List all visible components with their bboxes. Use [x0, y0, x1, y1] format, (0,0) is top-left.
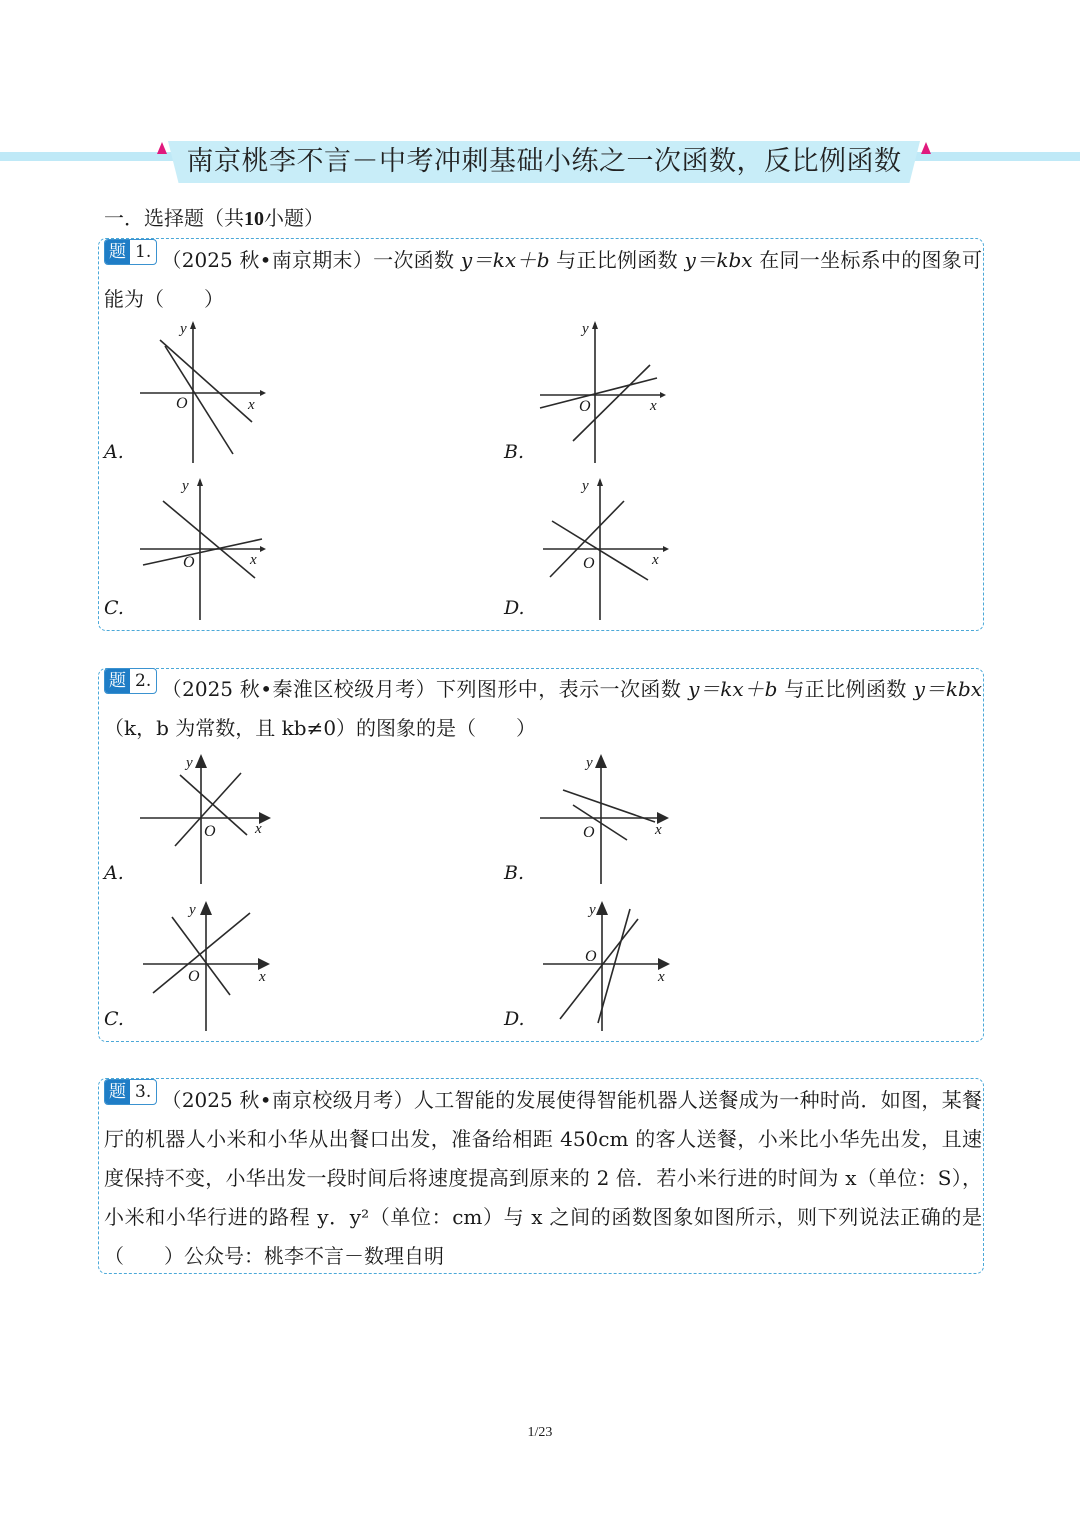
q1-graph-b[interactable] [535, 318, 675, 468]
y-axis-label: y [589, 902, 596, 918]
x-axis-label: x [650, 398, 657, 414]
origin-label: O [583, 555, 595, 572]
q2-graph-d[interactable] [538, 897, 683, 1037]
y-axis-label: y [582, 478, 589, 494]
origin-label: O [188, 968, 200, 985]
origin-label: O [204, 823, 216, 840]
x-axis-label: x [658, 969, 665, 985]
y-axis-label: y [186, 755, 193, 771]
option-c-label[interactable]: C. [104, 597, 124, 619]
y-axis-label: y [182, 478, 189, 494]
q2-graph-c[interactable] [138, 897, 283, 1037]
banner-marker-right [921, 142, 931, 154]
q1-graph-a[interactable] [135, 318, 275, 468]
y-axis-label: y [180, 321, 187, 337]
origin-label: O [585, 948, 597, 965]
document-title: 南京桃李不言－中考冲刺基础小练之一次函数，反比例函数 [186, 146, 902, 177]
question-2-text: 题 2. （2025 秋•秦淮区校级月考）下列图形中，表示一次函数 y＝kx＋b 与正比例函数 y＝kbx（k，b 为常数，且 kb≠0）的图象的是（ ） [104, 668, 982, 748]
origin-label: O [579, 398, 591, 415]
option-a-label[interactable]: A. [104, 862, 124, 884]
y-axis-label: y [582, 321, 589, 337]
question-badge: 题 2. [104, 668, 157, 694]
q2-graph-a[interactable] [135, 750, 280, 890]
origin-label: O [583, 824, 595, 841]
question-1-text: 题 1. （2025 秋•南京期末）一次函数 y＝kx＋b 与正比例函数 y＝kbx 在同一坐标系中的图象可能为（ ） [104, 239, 982, 319]
option-d-label[interactable]: D. [504, 597, 525, 619]
y-axis-label: y [189, 902, 196, 918]
section-heading: 一．选择题（共10小题） [104, 206, 324, 230]
q1-graph-c[interactable] [135, 475, 275, 625]
x-axis-label: x [259, 969, 266, 985]
x-axis-label: x [655, 822, 662, 838]
banner-marker-left [157, 142, 167, 154]
option-a-label[interactable]: A. [104, 441, 124, 463]
x-axis-label: x [248, 397, 255, 413]
question-3-text: 题 3. （2025 秋•南京校级月考）人工智能的发展使得智能机器人送餐成为一种时尚．如图，某餐厅的机器人小米和小华从出餐口出发，准备给相距 450cm 的客人送餐，小米比小华先出发，且速度保持不变，小华出发一段时间后将速度提高到原来的 2 倍．若小米行进的时间为 x（单位：S），小米和小华行进的路程 y．y²（单位：cm）与 x 之间的函数图象如图所示，则下列说法正确的是（ ）公众号：桃李不言－数理自明 [104, 1079, 982, 1276]
option-d-label[interactable]: D. [504, 1008, 525, 1030]
x-axis-label: x [250, 552, 257, 568]
question-badge: 题 1. [104, 239, 157, 265]
page-number: 1/23 [527, 1425, 553, 1440]
question-badge: 题 3. [104, 1079, 157, 1105]
q1-graph-d[interactable] [538, 475, 678, 625]
origin-label: O [176, 395, 188, 412]
x-axis-label: x [255, 821, 262, 837]
option-b-label[interactable]: B. [504, 441, 525, 463]
origin-label: O [183, 554, 195, 571]
option-b-label[interactable]: B. [504, 862, 525, 884]
option-c-label[interactable]: C. [104, 1008, 124, 1030]
q2-graph-b[interactable] [535, 750, 680, 890]
y-axis-label: y [586, 755, 593, 771]
x-axis-label: x [652, 552, 659, 568]
